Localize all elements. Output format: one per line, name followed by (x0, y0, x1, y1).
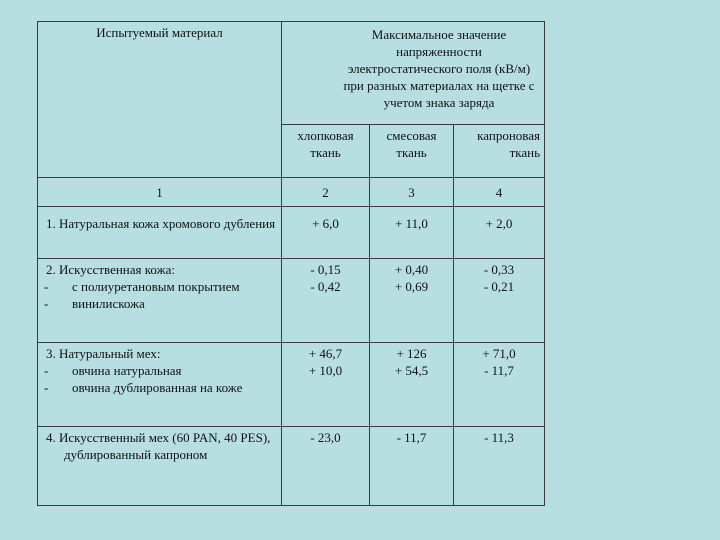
value: + 0,40 (394, 262, 429, 277)
value-cell (454, 207, 545, 259)
material-title: 1. Натуральная кожа хромового дубления (46, 216, 276, 231)
value-cell (282, 427, 370, 506)
material-cell (38, 259, 282, 343)
value-cell (454, 343, 545, 427)
header-fabric-cotton (282, 125, 370, 178)
table-row (38, 259, 545, 343)
material-title: 4. Искусственный мех (60 PAN, 40 PES), дублированный капроном (46, 430, 271, 462)
dash: - (44, 279, 49, 294)
dash: - (44, 363, 49, 378)
value: + 11,0 (395, 216, 428, 231)
dash: - (44, 380, 49, 395)
header-material-label: Испытуемый материал (96, 25, 223, 40)
fabric-label: капроновая ткань (477, 128, 541, 160)
value: + 126 (396, 346, 427, 361)
value: - 11,7 (484, 363, 514, 378)
value: - 11,3 (484, 430, 514, 445)
header-fabric-nylon (454, 125, 545, 178)
material-sub-item: - овчина дублированная на коже (44, 380, 243, 395)
value-cell (370, 343, 454, 427)
value-cell (370, 259, 454, 343)
material-sub-item: - с полиуретановым покрытием (44, 279, 240, 294)
column-number: 1 (38, 178, 282, 207)
value: - 0,15 (310, 262, 341, 277)
table-row (38, 207, 545, 259)
table-row (38, 427, 545, 506)
material-title: 2. Искусственная кожа: (46, 262, 175, 277)
material-sub-item: - овчина натуральная (44, 363, 182, 378)
value: - 0,33 (483, 262, 515, 277)
fabric-label: хлопковая ткань (297, 128, 354, 160)
material-title: 3. Натуральный мех: (46, 346, 161, 361)
value-cell (282, 343, 370, 427)
material-cell (38, 427, 282, 506)
value-cell (282, 207, 370, 259)
value: + 6,0 (312, 216, 339, 231)
value-cell (370, 207, 454, 259)
value-cell (370, 427, 454, 506)
value: + 2,0 (485, 216, 513, 231)
fabric-label: смесовая ткань (386, 128, 437, 160)
electrostatic-field-table (37, 21, 545, 506)
material-cell (38, 343, 282, 427)
material-cell (38, 207, 282, 259)
value-cell (454, 259, 545, 343)
header-max-value-label: Максимальное значение напряженности электростатического поля (кВ/м) при разных материалах на щетке с учетом знака заряда (343, 27, 535, 110)
header-max-value (282, 22, 545, 125)
column-number: 4 (454, 178, 545, 207)
table-row (38, 343, 545, 427)
value: + 71,0 (482, 346, 516, 361)
column-number: 3 (370, 178, 454, 207)
value: - 0,42 (310, 279, 341, 294)
value: - 23,0 (310, 430, 341, 445)
header-fabric-mixed (370, 125, 454, 178)
value: + 0,69 (394, 279, 429, 294)
value: - 11,7 (396, 430, 427, 445)
value-cell (454, 427, 545, 506)
dash: - (44, 296, 49, 311)
value: + 54,5 (394, 363, 429, 378)
material-sub-item: - винилискожа (44, 296, 145, 311)
value: + 10,0 (308, 363, 343, 378)
value-cell (282, 259, 370, 343)
column-number: 2 (282, 178, 370, 207)
header-material (38, 22, 282, 178)
data-table-container (37, 21, 544, 505)
value: + 46,7 (308, 346, 343, 361)
value: - 0,21 (483, 279, 515, 294)
